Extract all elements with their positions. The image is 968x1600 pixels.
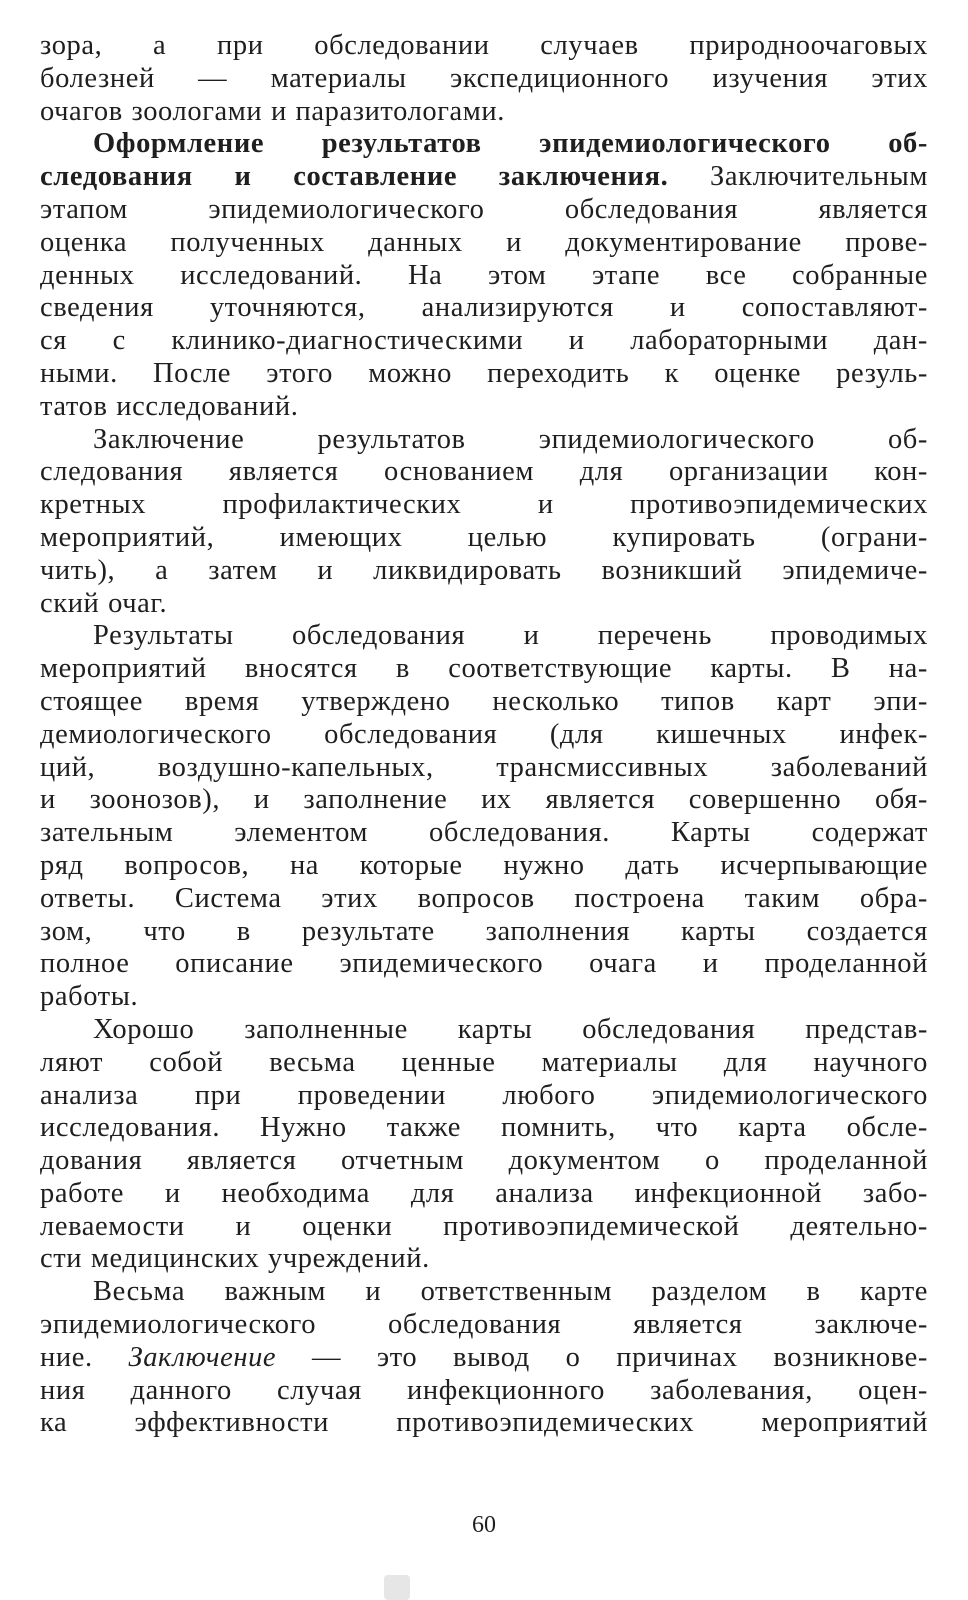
- section-heading: Оформление результатов эпидемиологического об-: [93, 128, 928, 160]
- text-line: [40, 1342, 928, 1375]
- paragraph-3: [40, 424, 928, 621]
- text-line: татов исследований.: [40, 390, 299, 422]
- paragraph-1: [40, 30, 928, 128]
- text-line: исследования. Нужно также помнить, что карта обсле-: [40, 1112, 928, 1144]
- text-line: стоящее время утверждено несколько типов карт эпи-: [40, 685, 928, 717]
- text-line: Хорошо заполненные карты обследования представ-: [93, 1013, 928, 1045]
- text-line: сти медицинских учреждений.: [40, 1243, 430, 1275]
- text-line: очагов зоологами и паразитологами.: [40, 95, 506, 127]
- text-line: и зоонозов), и заполнение их является совершенно обя-: [40, 784, 928, 816]
- text-run: — это вывод о причинах возникнове-: [276, 1341, 929, 1373]
- scan-smudge: [384, 1575, 410, 1600]
- paragraph-6: [40, 1276, 928, 1440]
- text-line: [40, 128, 928, 161]
- text-line: сведения уточняются, анализируются и сопоставляют-: [40, 292, 928, 324]
- text-line: ответы. Система этих вопросов построена таким обра-: [40, 882, 928, 914]
- text-line: денных исследований. На этом этапе все собранные: [40, 259, 928, 291]
- text-line: анализа при проведении любого эпидемиологического: [40, 1079, 928, 1111]
- text-line: ций, воздушно-капельных, трансмиссивных заболеваний: [40, 751, 928, 783]
- text-line: работе и необходима для анализа инфекционной забо-: [40, 1177, 928, 1209]
- text-line: полное описание эпидемического очага и проделанной: [40, 948, 928, 980]
- text-line: зора, а при обследовании случаев природноочаговых: [40, 30, 928, 61]
- text-line: Весьма важным и ответственным разделом в карте: [93, 1276, 928, 1308]
- text-line: мероприятий вносятся в соответствующие карты. В на-: [40, 653, 928, 685]
- text-line: леваемости и оценки противоэпидемической деятельно-: [40, 1210, 928, 1242]
- paragraph-5: [40, 1014, 928, 1276]
- text-line: демиологического обследования (для кишечных инфек-: [40, 718, 928, 750]
- text-line: дования является отчетным документом о проделанной: [40, 1145, 928, 1177]
- paragraph-2: [40, 128, 928, 423]
- paragraph-4: [40, 620, 928, 1014]
- text-line: ка эффективности противоэпидемических мероприятий: [40, 1407, 928, 1439]
- page-number: 60: [472, 1512, 496, 1538]
- text-line: работы.: [40, 981, 139, 1013]
- page-body: [40, 30, 928, 1440]
- text-line: следования является основанием для организации кон-: [40, 456, 928, 488]
- text-line: ными. После этого можно переходить к оценке резуль-: [40, 357, 928, 389]
- text-line: ния данного случая инфекционного заболевания, оцен-: [40, 1374, 928, 1406]
- term-italic: Заключение: [128, 1341, 277, 1373]
- text-line: эпидемиологического обследования является заключе-: [40, 1309, 928, 1341]
- text-line: [40, 161, 928, 194]
- text-line: зательным элементом обследования. Карты содержат: [40, 817, 928, 849]
- section-heading: следования и составление заключения.: [40, 161, 669, 193]
- text-line: оценка полученных данных и документирование прове-: [40, 226, 928, 258]
- text-line: болезней — материалы экспедиционного изучения этих: [40, 62, 928, 94]
- text-line: чить), а затем и ликвидировать возникший эпидемиче-: [40, 554, 928, 586]
- text-line: зом, что в результате заполнения карты создается: [40, 915, 928, 947]
- text-line: этапом эпидемиологического обследования является: [40, 193, 928, 225]
- text-line: Заключение результатов эпидемиологического об-: [93, 423, 928, 455]
- text-line: ляют собой весьма ценные материалы для научного: [40, 1046, 928, 1078]
- text-run: ние.: [40, 1341, 129, 1373]
- text-line: мероприятий, имеющих целью купировать (ограни-: [40, 521, 928, 553]
- text-line: ский очаг.: [40, 587, 168, 619]
- text-run: Заключительным: [668, 161, 928, 193]
- text-line: кретных профилактических и противоэпидемических: [40, 489, 928, 521]
- text-line: Результаты обследования и перечень проводимых: [93, 620, 928, 652]
- text-line: ся с клинико-диагностическими и лабораторными дан-: [40, 325, 928, 357]
- text-line: ряд вопросов, на которые нужно дать исчерпывающие: [40, 849, 928, 881]
